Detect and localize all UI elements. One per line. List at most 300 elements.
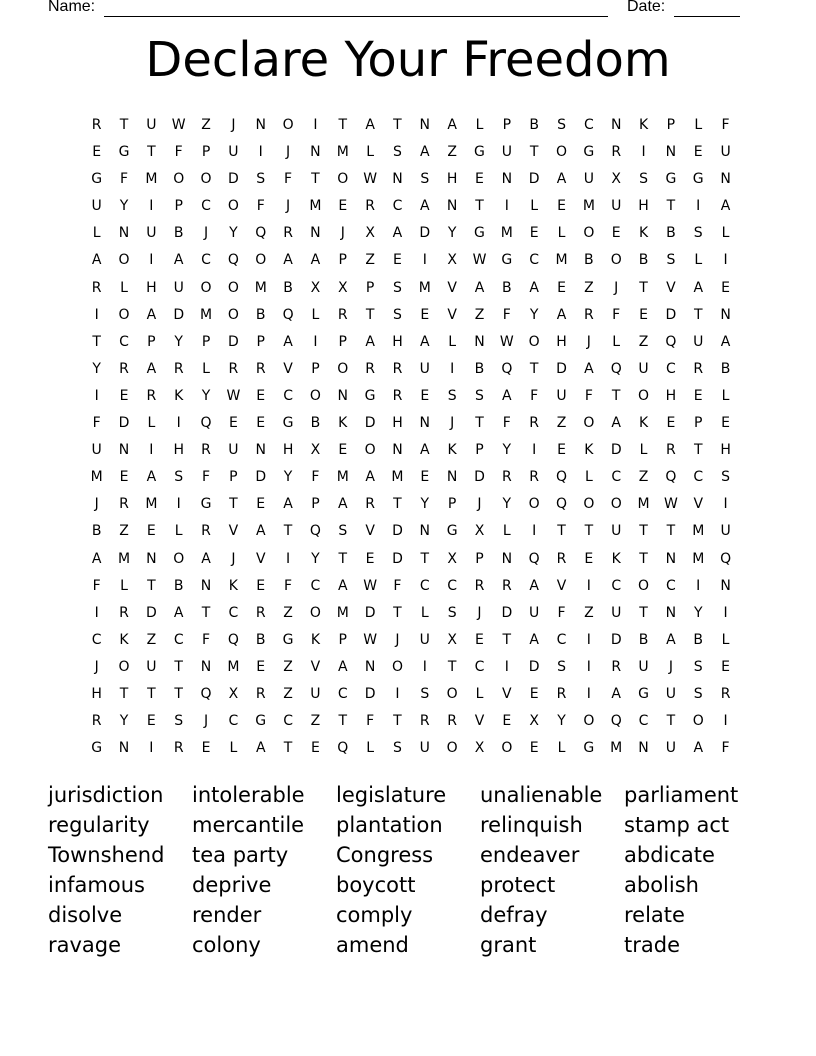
grid-letter[interactable]: J <box>203 713 209 730</box>
grid-letter[interactable]: F <box>311 469 320 486</box>
grid-letter[interactable]: T <box>174 685 183 702</box>
grid-letter[interactable]: T <box>119 685 129 702</box>
grid-letter[interactable]: L <box>120 279 128 296</box>
grid-letter[interactable]: G <box>364 387 376 404</box>
grid-letter[interactable]: N <box>200 658 212 675</box>
grid-letter[interactable]: Z <box>584 279 594 296</box>
grid-letter[interactable]: E <box>475 171 484 188</box>
grid-letter[interactable]: B <box>693 631 704 648</box>
grid-letter[interactable]: O <box>282 117 294 133</box>
grid-letter[interactable]: R <box>392 360 403 377</box>
grid-letter[interactable]: T <box>365 306 375 323</box>
grid-letter[interactable]: N <box>501 550 513 567</box>
grid-letter[interactable]: T <box>147 144 156 161</box>
grid-letter[interactable]: W <box>499 333 514 350</box>
grid-letter[interactable]: S <box>393 740 402 757</box>
grid-letter[interactable]: N <box>364 658 376 675</box>
grid-letter[interactable]: Z <box>283 658 293 675</box>
date-field[interactable] <box>674 16 740 17</box>
grid-letter[interactable]: S <box>393 306 402 323</box>
grid-letter[interactable]: C <box>201 198 211 215</box>
grid-letter[interactable]: L <box>721 387 730 404</box>
grid-letter[interactable]: C <box>283 387 293 404</box>
grid-letter[interactable]: J <box>668 658 673 675</box>
grid-letter[interactable]: E <box>475 631 484 648</box>
grid-letter[interactable]: M <box>418 279 431 296</box>
grid-letter[interactable]: H <box>282 442 294 459</box>
grid-letter[interactable]: O <box>118 658 130 675</box>
grid-letter[interactable]: K <box>119 631 129 648</box>
grid-letter[interactable]: F <box>92 577 101 594</box>
grid-letter[interactable]: H <box>173 442 184 459</box>
grid-letter[interactable]: I <box>586 685 591 702</box>
grid-letter[interactable]: F <box>530 387 539 404</box>
grid-letter[interactable]: D <box>392 550 403 567</box>
grid-letter[interactable]: T <box>639 523 648 540</box>
grid-letter[interactable]: F <box>612 306 621 323</box>
grid-letter[interactable]: Q <box>227 252 239 269</box>
grid-letter[interactable]: Z <box>474 306 485 323</box>
grid-letter[interactable]: H <box>665 387 677 404</box>
grid-letter[interactable]: J <box>94 496 99 513</box>
grid-letter[interactable]: I <box>94 306 99 323</box>
grid-letter[interactable]: U <box>501 144 512 161</box>
grid-letter[interactable]: A <box>255 523 266 540</box>
grid-letter[interactable]: U <box>419 631 430 648</box>
grid-letter[interactable]: Z <box>201 117 211 133</box>
grid-letter[interactable]: T <box>611 387 621 404</box>
grid-letter[interactable]: R <box>119 496 129 513</box>
grid-letter[interactable]: U <box>310 685 321 702</box>
grid-letter[interactable]: C <box>638 713 649 730</box>
grid-letter[interactable]: T <box>174 658 183 675</box>
grid-letter[interactable]: I <box>641 144 646 161</box>
grid-letter[interactable]: M <box>227 658 240 675</box>
grid-letter[interactable]: U <box>419 740 430 757</box>
grid-letter[interactable]: S <box>693 225 703 242</box>
grid-letter[interactable]: E <box>584 550 594 567</box>
grid-letter[interactable]: E <box>693 387 703 404</box>
grid-letter[interactable]: G <box>474 144 485 161</box>
grid-letter[interactable]: T <box>639 279 648 296</box>
grid-letter[interactable]: E <box>420 387 430 404</box>
grid-letter[interactable]: J <box>450 415 455 432</box>
grid-letter[interactable]: K <box>638 225 649 242</box>
grid-letter[interactable]: Z <box>638 333 649 350</box>
name-field[interactable] <box>104 16 608 17</box>
grid-letter[interactable]: C <box>583 117 594 133</box>
grid-letter[interactable]: D <box>228 171 239 188</box>
grid-letter[interactable]: U <box>665 740 677 757</box>
grid-letter[interactable]: L <box>694 117 703 133</box>
grid-letter[interactable]: A <box>474 279 485 296</box>
grid-letter[interactable]: E <box>529 740 539 757</box>
grid-letter[interactable]: W <box>472 252 487 269</box>
grid-letter[interactable]: F <box>202 469 211 486</box>
grid-letter[interactable]: D <box>392 523 403 540</box>
grid-letter[interactable]: A <box>365 469 375 486</box>
grid-letter[interactable]: A <box>693 279 704 296</box>
grid-letter[interactable]: P <box>256 333 265 350</box>
grid-letter[interactable]: R <box>91 279 102 296</box>
grid-letter[interactable]: J <box>614 279 619 296</box>
grid-letter[interactable]: R <box>666 442 676 459</box>
grid-letter[interactable]: L <box>557 225 566 242</box>
grid-letter[interactable]: A <box>666 631 676 648</box>
grid-letter[interactable]: I <box>504 658 509 675</box>
grid-letter[interactable]: I <box>176 415 181 432</box>
grid-letter[interactable]: T <box>338 550 348 567</box>
grid-letter[interactable]: P <box>666 117 676 133</box>
grid-letter[interactable]: U <box>665 685 677 702</box>
grid-letter[interactable]: Z <box>584 604 594 621</box>
grid-letter[interactable]: A <box>420 198 430 215</box>
grid-letter[interactable]: S <box>693 685 703 702</box>
grid-letter[interactable]: E <box>119 387 129 404</box>
grid-letter[interactable]: N <box>392 171 403 188</box>
grid-letter[interactable]: I <box>723 604 728 621</box>
grid-letter[interactable]: F <box>119 171 129 188</box>
grid-letter[interactable]: B <box>255 306 266 323</box>
grid-letter[interactable]: O <box>501 740 513 757</box>
grid-letter[interactable]: E <box>338 442 348 459</box>
grid-letter[interactable]: O <box>583 225 595 242</box>
grid-letter[interactable]: Y <box>174 333 183 350</box>
grid-letter[interactable]: D <box>528 658 540 675</box>
grid-letter[interactable]: A <box>611 415 621 432</box>
grid-letter[interactable]: D <box>528 171 540 188</box>
grid-letter[interactable]: V <box>666 279 676 296</box>
grid-letter[interactable]: B <box>173 225 184 242</box>
grid-letter[interactable]: P <box>311 360 320 377</box>
grid-letter[interactable]: B <box>638 631 649 648</box>
grid-letter[interactable]: K <box>174 387 184 404</box>
grid-letter[interactable]: F <box>92 415 101 432</box>
grid-letter[interactable]: N <box>200 577 212 594</box>
grid-letter[interactable]: A <box>420 144 430 161</box>
grid-letter[interactable]: T <box>666 713 676 730</box>
grid-letter[interactable]: A <box>255 740 266 757</box>
grid-letter[interactable]: F <box>584 387 593 404</box>
grid-letter[interactable]: Q <box>227 631 239 648</box>
grid-letter[interactable]: A <box>91 550 102 567</box>
grid-letter[interactable]: C <box>173 631 184 648</box>
grid-letter[interactable]: L <box>120 577 128 594</box>
grid-letter[interactable]: K <box>447 442 457 459</box>
grid-letter[interactable]: X <box>228 685 239 702</box>
grid-letter[interactable]: H <box>146 279 157 296</box>
grid-letter[interactable]: Y <box>229 225 238 242</box>
grid-letter[interactable]: E <box>256 496 266 513</box>
grid-letter[interactable]: L <box>639 442 648 459</box>
grid-letter[interactable]: R <box>474 577 485 594</box>
grid-letter[interactable]: I <box>586 658 591 675</box>
grid-letter[interactable]: O <box>638 577 650 594</box>
grid-letter[interactable]: H <box>91 685 102 702</box>
grid-letter[interactable]: M <box>254 279 267 296</box>
grid-letter[interactable]: R <box>720 685 731 702</box>
grid-letter[interactable]: V <box>228 523 239 540</box>
grid-letter[interactable]: L <box>92 225 101 242</box>
grid-letter[interactable]: P <box>229 469 238 486</box>
grid-letter[interactable]: G <box>91 171 103 188</box>
grid-letter[interactable]: C <box>447 577 458 594</box>
grid-letter[interactable]: X <box>447 252 457 269</box>
grid-letter[interactable]: K <box>638 415 649 432</box>
grid-letter[interactable]: P <box>201 333 211 350</box>
grid-letter[interactable]: N <box>392 442 403 459</box>
grid-letter[interactable]: S <box>338 523 348 540</box>
grid-letter[interactable]: S <box>557 658 566 675</box>
grid-letter[interactable]: G <box>255 713 267 730</box>
grid-letter[interactable]: D <box>419 225 431 242</box>
grid-letter[interactable]: T <box>311 171 320 188</box>
grid-letter[interactable]: J <box>94 658 99 675</box>
grid-letter[interactable]: R <box>173 740 184 757</box>
grid-letter[interactable]: N <box>638 740 649 757</box>
grid-letter[interactable]: O <box>255 252 267 269</box>
grid-letter[interactable]: O <box>118 306 130 323</box>
grid-letter[interactable]: A <box>201 550 211 567</box>
grid-letter[interactable]: L <box>448 333 457 350</box>
grid-letter[interactable]: N <box>310 144 321 161</box>
grid-letter[interactable]: V <box>447 306 457 323</box>
grid-letter[interactable]: J <box>340 225 345 242</box>
grid-letter[interactable]: R <box>447 713 457 730</box>
grid-letter[interactable]: M <box>582 198 595 215</box>
grid-letter[interactable]: E <box>557 442 566 459</box>
grid-letter[interactable]: J <box>231 550 236 567</box>
grid-letter[interactable]: A <box>173 252 184 269</box>
grid-letter[interactable]: Y <box>119 198 129 215</box>
grid-letter[interactable]: G <box>474 225 485 242</box>
grid-letter[interactable]: C <box>693 469 704 486</box>
grid-letter[interactable]: B <box>283 279 293 296</box>
grid-letter[interactable]: J <box>477 496 482 513</box>
grid-letter[interactable]: G <box>282 415 294 432</box>
grid-letter[interactable]: O <box>309 387 321 404</box>
grid-letter[interactable]: R <box>693 360 704 377</box>
grid-letter[interactable]: B <box>310 415 321 432</box>
grid-letter[interactable]: P <box>174 198 183 215</box>
grid-letter[interactable]: C <box>91 631 102 648</box>
grid-letter[interactable]: L <box>502 523 511 540</box>
grid-letter[interactable]: Q <box>255 225 267 242</box>
grid-letter[interactable]: L <box>612 333 621 350</box>
grid-letter[interactable]: A <box>420 333 430 350</box>
grid-letter[interactable]: A <box>556 306 567 323</box>
grid-letter[interactable]: Y <box>502 496 512 513</box>
grid-letter[interactable]: H <box>638 198 649 215</box>
grid-letter[interactable]: U <box>693 333 704 350</box>
grid-letter[interactable]: T <box>502 631 512 648</box>
grid-letter[interactable]: T <box>693 306 703 323</box>
grid-letter[interactable]: P <box>311 496 320 513</box>
grid-letter[interactable]: A <box>447 117 457 133</box>
grid-letter[interactable]: A <box>337 658 348 675</box>
grid-letter[interactable]: O <box>583 415 595 432</box>
grid-letter[interactable]: T <box>557 523 566 540</box>
grid-letter[interactable]: E <box>529 225 539 242</box>
grid-letter[interactable]: C <box>228 604 239 621</box>
grid-letter[interactable]: X <box>447 550 457 567</box>
grid-letter[interactable]: U <box>146 117 157 133</box>
grid-letter[interactable]: A <box>283 252 293 269</box>
grid-letter[interactable]: Q <box>610 713 622 730</box>
grid-letter[interactable]: F <box>284 577 293 594</box>
grid-letter[interactable]: H <box>446 171 458 188</box>
grid-letter[interactable]: K <box>228 577 238 594</box>
grid-letter[interactable]: I <box>696 198 701 215</box>
grid-letter[interactable]: R <box>392 387 403 404</box>
grid-letter[interactable]: I <box>94 387 99 404</box>
grid-letter[interactable]: Q <box>200 685 212 702</box>
grid-letter[interactable]: T <box>639 550 648 567</box>
grid-letter[interactable]: A <box>365 333 375 350</box>
grid-letter[interactable]: Y <box>557 713 566 730</box>
grid-letter[interactable]: I <box>395 685 400 702</box>
grid-letter[interactable]: D <box>610 442 622 459</box>
grid-letter[interactable]: P <box>338 333 347 350</box>
grid-letter[interactable]: E <box>146 713 156 730</box>
grid-letter[interactable]: A <box>611 685 621 702</box>
grid-letter[interactable]: Z <box>119 523 129 540</box>
grid-letter[interactable]: E <box>256 658 266 675</box>
grid-letter[interactable]: Q <box>282 306 294 323</box>
grid-letter[interactable]: G <box>282 631 294 648</box>
grid-letter[interactable]: I <box>532 523 537 540</box>
grid-letter[interactable]: U <box>173 279 184 296</box>
grid-letter[interactable]: Q <box>501 360 513 377</box>
grid-letter[interactable]: R <box>337 306 348 323</box>
grid-letter[interactable]: U <box>638 658 649 675</box>
grid-letter[interactable]: L <box>147 415 156 432</box>
grid-letter[interactable]: O <box>692 713 704 730</box>
grid-letter[interactable]: A <box>529 577 539 594</box>
grid-letter[interactable]: M <box>90 469 103 486</box>
grid-letter[interactable]: U <box>91 442 102 459</box>
grid-letter[interactable]: R <box>529 415 540 432</box>
grid-letter[interactable]: T <box>693 442 703 459</box>
grid-letter[interactable]: Q <box>309 523 321 540</box>
grid-letter[interactable]: D <box>501 604 513 621</box>
grid-letter[interactable]: T <box>147 685 156 702</box>
grid-letter[interactable]: Q <box>665 333 677 350</box>
grid-letter[interactable]: E <box>365 550 375 567</box>
grid-letter[interactable]: L <box>530 198 539 215</box>
grid-letter[interactable]: N <box>665 550 677 567</box>
grid-letter[interactable]: E <box>310 740 320 757</box>
grid-letter[interactable]: I <box>723 713 728 730</box>
grid-letter[interactable]: R <box>611 658 622 675</box>
grid-letter[interactable]: J <box>395 631 400 648</box>
grid-letter[interactable]: E <box>338 198 348 215</box>
grid-letter[interactable]: N <box>310 225 321 242</box>
grid-letter[interactable]: E <box>721 658 730 675</box>
grid-letter[interactable]: W <box>363 577 378 594</box>
grid-letter[interactable]: O <box>337 360 349 377</box>
grid-letter[interactable]: I <box>258 144 263 161</box>
grid-letter[interactable]: I <box>586 577 591 594</box>
grid-letter[interactable]: V <box>447 279 457 296</box>
grid-letter[interactable]: B <box>529 117 539 133</box>
grid-letter[interactable]: T <box>584 523 594 540</box>
grid-letter[interactable]: C <box>666 577 676 594</box>
grid-letter[interactable]: A <box>337 577 348 594</box>
grid-letter[interactable]: W <box>226 387 241 404</box>
grid-letter[interactable]: D <box>118 415 130 432</box>
grid-letter[interactable]: A <box>392 225 403 242</box>
grid-letter[interactable]: T <box>420 550 430 567</box>
grid-letter[interactable]: N <box>255 442 266 459</box>
grid-letter[interactable]: M <box>200 306 213 323</box>
grid-letter[interactable]: S <box>721 469 731 486</box>
grid-letter[interactable]: M <box>309 198 322 215</box>
grid-letter[interactable]: M <box>692 550 705 567</box>
grid-letter[interactable]: X <box>474 523 485 540</box>
grid-letter[interactable]: L <box>202 360 210 377</box>
grid-letter[interactable]: A <box>693 740 704 757</box>
grid-letter[interactable]: D <box>255 469 267 486</box>
grid-letter[interactable]: T <box>666 523 676 540</box>
grid-letter[interactable]: H <box>392 415 403 432</box>
grid-letter[interactable]: N <box>146 550 157 567</box>
grid-letter[interactable]: E <box>92 144 102 161</box>
grid-letter[interactable]: U <box>146 225 157 242</box>
grid-letter[interactable]: J <box>477 604 482 621</box>
grid-letter[interactable]: G <box>446 523 458 540</box>
grid-letter[interactable]: R <box>365 496 375 513</box>
grid-letter[interactable]: C <box>666 360 676 377</box>
grid-letter[interactable]: S <box>393 144 402 161</box>
grid-letter[interactable]: A <box>584 360 594 377</box>
grid-letter[interactable]: U <box>419 360 430 377</box>
grid-letter[interactable]: I <box>450 360 455 377</box>
grid-letter[interactable]: A <box>146 469 157 486</box>
grid-letter[interactable]: U <box>611 604 622 621</box>
grid-letter[interactable]: C <box>283 713 293 730</box>
grid-letter[interactable]: F <box>256 198 265 215</box>
grid-letter[interactable]: T <box>666 198 676 215</box>
grid-letter[interactable]: N <box>118 442 130 459</box>
grid-letter[interactable]: T <box>393 117 402 133</box>
grid-letter[interactable]: L <box>174 523 183 540</box>
grid-letter[interactable]: U <box>720 144 731 161</box>
grid-letter[interactable]: S <box>174 713 184 730</box>
grid-letter[interactable]: U <box>146 658 157 675</box>
grid-letter[interactable]: M <box>336 144 349 161</box>
grid-letter[interactable]: I <box>723 252 728 269</box>
grid-letter[interactable]: R <box>91 713 102 730</box>
grid-letter[interactable]: R <box>119 360 129 377</box>
grid-letter[interactable]: Z <box>283 604 293 621</box>
grid-letter[interactable]: E <box>256 387 266 404</box>
grid-letter[interactable]: R <box>91 117 102 133</box>
grid-letter[interactable]: L <box>721 225 730 242</box>
grid-letter[interactable]: C <box>310 577 321 594</box>
grid-letter[interactable]: I <box>94 604 99 621</box>
grid-letter[interactable]: Q <box>556 496 568 513</box>
grid-letter[interactable]: T <box>147 577 156 594</box>
grid-letter[interactable]: G <box>638 685 649 702</box>
grid-letter[interactable]: E <box>557 198 566 215</box>
grid-letter[interactable]: K <box>338 415 348 432</box>
grid-letter[interactable]: G <box>583 740 595 757</box>
grid-letter[interactable]: I <box>696 577 701 594</box>
grid-letter[interactable]: M <box>692 523 705 540</box>
grid-letter[interactable]: O <box>446 685 458 702</box>
grid-letter[interactable]: A <box>502 387 512 404</box>
